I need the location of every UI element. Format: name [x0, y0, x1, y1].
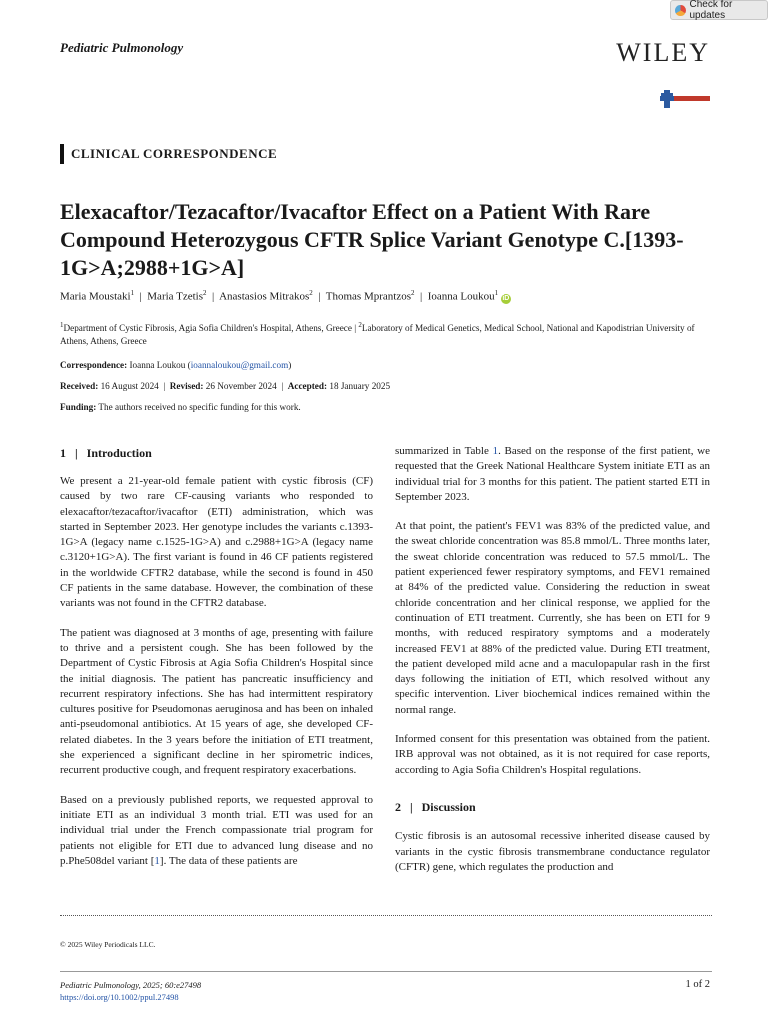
- funding-text: The authors received no specific funding for this work.: [98, 402, 301, 412]
- author-affiliation-marker: 1: [130, 289, 135, 297]
- page-number: 1 of 2: [685, 979, 710, 990]
- copyright-notice: © 2025 Wiley Periodicals LLC.: [60, 940, 156, 949]
- left-column: [60, 474, 373, 883]
- table-reference-link[interactable]: 1: [492, 445, 499, 457]
- check-for-updates-button[interactable]: [670, 0, 768, 20]
- author-list: Maria Moustaki$^1$ | Maria Tzetis$^2$ | Anastasios Mitrakos$^2$ | Thomas Mprantzos$^2$ | Ioanna Loukou$^1$ iD: [60, 289, 510, 303]
- correspondence-line: Correspondence: Ioanna Loukou (ioannaloukou@gmail.com): [60, 360, 292, 370]
- paragraph: Based on a previously published reports, we requested approval to initiate ETI as an individual 3 month trial. ETI was used for an individual trial under the French compassionate trial program for patients not eligible for ETI due to advanced lung disease and no p.Phe508del variant [1]. The data of these patients are: [60, 793, 373, 867]
- affiliation-1: Department of Cystic Fibrosis, Agia Sofia Children's Hospital, Athens, Greece: [63, 323, 352, 334]
- crossmark-icon: [675, 5, 686, 16]
- affiliations: $^1$Department of Cystic Fibrosis, Agia Sofia Children's Hospital, Athens, Greece | $^2$Laboratory of Medical Genetics, Medical School, National and Kapodistrian University of Athens, Athens, Greece: [60, 321, 695, 347]
- paragraph: Informed consent for this presentation was obtained from the patient. IRB approval was not obtained, as it is not required for case reports, according to Agia Sofia Children's Hospital regulations.: [395, 733, 710, 776]
- received-date: 16 August 2024: [100, 381, 159, 391]
- paragraph: summarized in Table 1. Based on the response of the first patient, we requested that the Greek National Healthcare System initiate ETI as an individual trial for 3 months for this patient. The patient started ETI in September 2023.: [395, 445, 711, 503]
- author-affiliation-marker: 2: [309, 289, 313, 297]
- paragraph: We present a 21-year-old female patient with cystic fibrosis (CF) caused by two rare CF-causing variants who responded to elexacaftor/tezacaftor/ivacaftor (ETI) administration, which was started in September 2023. Her genotype includes the variants c.1393-1G>A (legacy name c.1525-1G>A) and c.2988+1G>A (legacy name c.3120+1G>A). The first variant is found in 46 CF patients registered in the worldwide CFTR2 database, while the second is found in 450 CF patients in the same database. However, the combination of these variants was not found in the CFTR2 database.: [60, 475, 373, 610]
- paragraph: At that point, the patient's FEV1 was 83% of the predicted value, and the sweat chloride concentration was 85.8 mmol/L. Three months later, the sweat chloride concentration was reduced to 57.5 mmol/L. The patient experienced fewer respiratory symptoms, and FEV1 remained at 84% of the predicted value. Considering the reduction in sweat chloride concentration and her clinical response, we applied for the continuation of ETI treatment. Currently, she has been on ETI for 9 months, with reduced respiratory symptoms and a moderately increased FEV1 at 88% of the predicted value. During ETI treatment, the patient developed mild acne and a maculopapular rash in the first days following the initiation of ETI, which resolved without any specific intervention. Liver biochemical indices remained within the normal range.: [395, 520, 710, 716]
- paragraph: Cystic fibrosis is an autosomal recessive inherited disease caused by variants in the cystic fibrosis transmembrane conductance regulator (CFTR) gene, which regulates the production and: [395, 830, 710, 873]
- accepted-date: 18 January 2025: [329, 381, 391, 391]
- paragraph: The patient was diagnosed at 3 months of age, presenting with failure to thrive and a persistent cough. She has been followed by the Department of Cystic Fibrosis at Agia Sofia Children's Hospital since the initial diagnosis. The patient has pancreatic insufficiency and recurrent respiratory infections. She has had intermittent respiratory cultures positive for Pseudomonas aeruginosa and has been on inhaled anti-pseudomonal antibiotics. At 15 years of age, she developed CF-related diabetes. In the 3 years before the initiation of ETI treatment, she experienced a significant decline in her spirometric indices, recurrent productive cough, and frequent respiratory exacerbations.: [60, 626, 373, 777]
- author-name: Ioanna Loukou: [427, 290, 495, 303]
- article-type-label: CLINICAL CORRESPONDENCE: [71, 146, 278, 161]
- doi-link[interactable]: https://doi.org/10.1002/ppul.27498: [60, 992, 179, 1002]
- section-heading-introduction: 1 | Introduction: [60, 446, 152, 460]
- section-heading-discussion: 2 | Discussion: [395, 799, 476, 814]
- section-marker: [60, 144, 64, 164]
- revised-date: 26 November 2024: [205, 381, 277, 391]
- correspondence-email-link[interactable]: ioannaloukou@gmail.com: [190, 360, 289, 370]
- author-name: Thomas Mprantzos: [325, 290, 411, 303]
- footnote-divider: [60, 915, 712, 916]
- orcid-icon[interactable]: iD: [502, 294, 510, 302]
- author-affiliation-marker: 1: [494, 289, 499, 297]
- reference-link[interactable]: 1: [154, 854, 160, 867]
- dates-line: Received: 16 August 2024 | Revised: 26 November 2024 | Accepted: 18 January 2025: [60, 381, 391, 391]
- author-name: Maria Moustaki: [60, 290, 131, 303]
- correspondence-name: Ioanna Loukou: [129, 360, 186, 370]
- author-name: Anastasios Mitrakos: [219, 290, 310, 303]
- author-affiliation-marker: 2: [410, 289, 415, 297]
- footer-divider: [60, 971, 712, 972]
- footer-citation: Pediatric Pulmonology, 2025; 60:e27498: [60, 980, 202, 990]
- society-logo-icon: [660, 90, 710, 108]
- author-name: Maria Tzetis: [147, 290, 203, 303]
- author-affiliation-marker: 2: [202, 289, 207, 297]
- journal-name: Pediatric Pulmonology: [60, 40, 184, 55]
- funding-line: Funding: The authors received no specific funding for this work.: [60, 402, 301, 412]
- article-title: Elexacaftor/Tezacaftor/Ivacaftor Effect on a Patient With Rare Compound Heterozygous CFTR Splice Variant Genotype C.[1393-1G>A;2988+1G>A]: [60, 199, 684, 280]
- publisher-logo: WILEY: [616, 38, 710, 67]
- check-for-updates-label: Check for updates: [689, 0, 733, 21]
- affiliation-2: Laboratory of Medical Genetics, Medical School, National and Kapodistrian University of Athens, Athens, Greece: [60, 323, 695, 347]
- right-column: [395, 444, 710, 889]
